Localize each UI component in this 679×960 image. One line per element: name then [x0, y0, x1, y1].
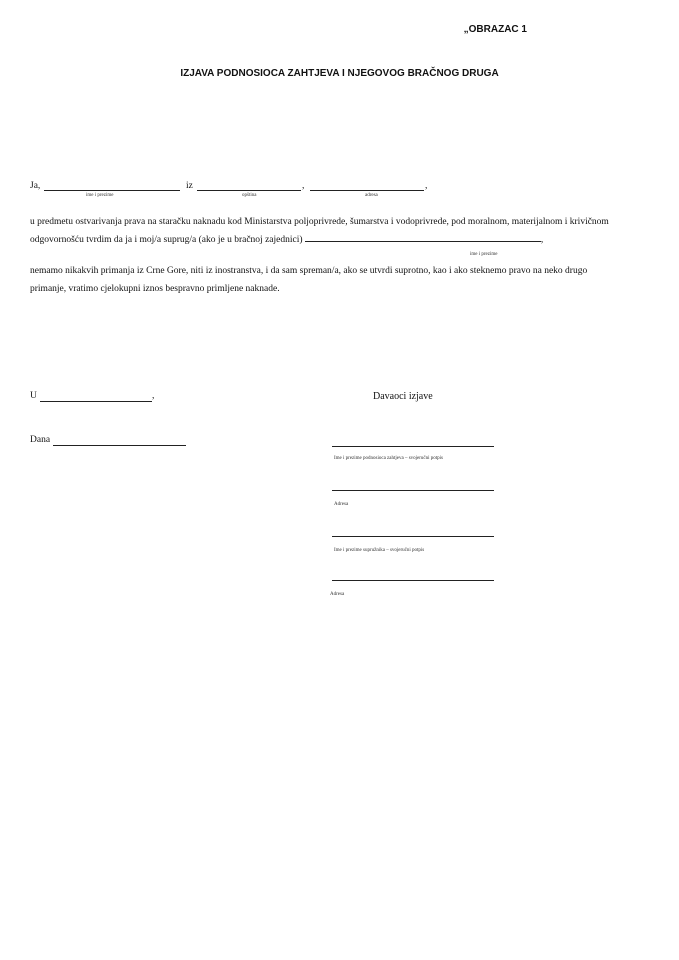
- document-title: IZJAVA PODNOSIOCA ZAHTJEVA I NJEGOVOG BRAČNOG DRUGA: [180, 68, 499, 79]
- iz-label: iz: [186, 181, 193, 191]
- municipality-caption: opština: [242, 193, 257, 198]
- applicant-address-line[interactable]: [332, 490, 494, 491]
- spouse-address-caption: Adresa: [330, 592, 345, 597]
- comma-2: ,: [425, 181, 428, 191]
- declarant-line: [30, 181, 40, 191]
- place-comma: ,: [152, 391, 155, 401]
- date-field[interactable]: [53, 436, 186, 446]
- place-field[interactable]: [40, 391, 155, 402]
- form-number: „OBRAZAC 1: [463, 24, 527, 35]
- signers-heading: Davaoci izjave: [373, 391, 433, 402]
- spouse-address-line[interactable]: [332, 580, 494, 581]
- comma-1: ,: [302, 181, 305, 191]
- statement-paragraph-1: [30, 213, 615, 249]
- address-field[interactable]: [310, 181, 424, 191]
- ja-label: Ja,: [30, 181, 41, 191]
- name-caption: ime i prezime: [86, 193, 114, 198]
- statement-text-1: u predmetu ostvarivanja prava na staračku naknadu kod Ministarstva poljoprivrede, šumarstva i vodoprivrede, pod moralnom, materijalnom i krivičnom odgovornošću tvrdim da ja i moj/a suprug/a (ako je u bračnoj zajednici): [30, 217, 609, 245]
- address-caption: adresa: [365, 193, 378, 198]
- spouse-name-field[interactable]: [305, 232, 541, 242]
- applicant-signature-caption: Ime i prezime podnosioca zahtjeva – svojeručni potpis: [334, 456, 443, 461]
- spouse-signature-line[interactable]: [332, 536, 494, 537]
- applicant-address-caption: Adresa: [334, 502, 349, 507]
- statement-paragraph-2: nemamo nikakvih primanja iz Crne Gore, niti iz inostranstva, i da sam spreman/a, ako se utvrdi suprotno, kao i ako steknemo pravo na neko drugo primanje, vratimo cjelokupni iznos bespravno primljene naknade.: [30, 266, 588, 294]
- spouse-comma: ,: [540, 235, 544, 245]
- date-label: Dana: [30, 435, 51, 445]
- name-field[interactable]: [44, 181, 180, 191]
- municipality-field[interactable]: [197, 181, 301, 191]
- spouse-signature-caption: Ime i prezime supružnika – svojeručni potpis: [334, 548, 425, 553]
- place-label: U: [30, 391, 37, 401]
- spouse-name-caption: ime i prezime: [470, 252, 498, 257]
- applicant-signature-line[interactable]: [332, 446, 494, 447]
